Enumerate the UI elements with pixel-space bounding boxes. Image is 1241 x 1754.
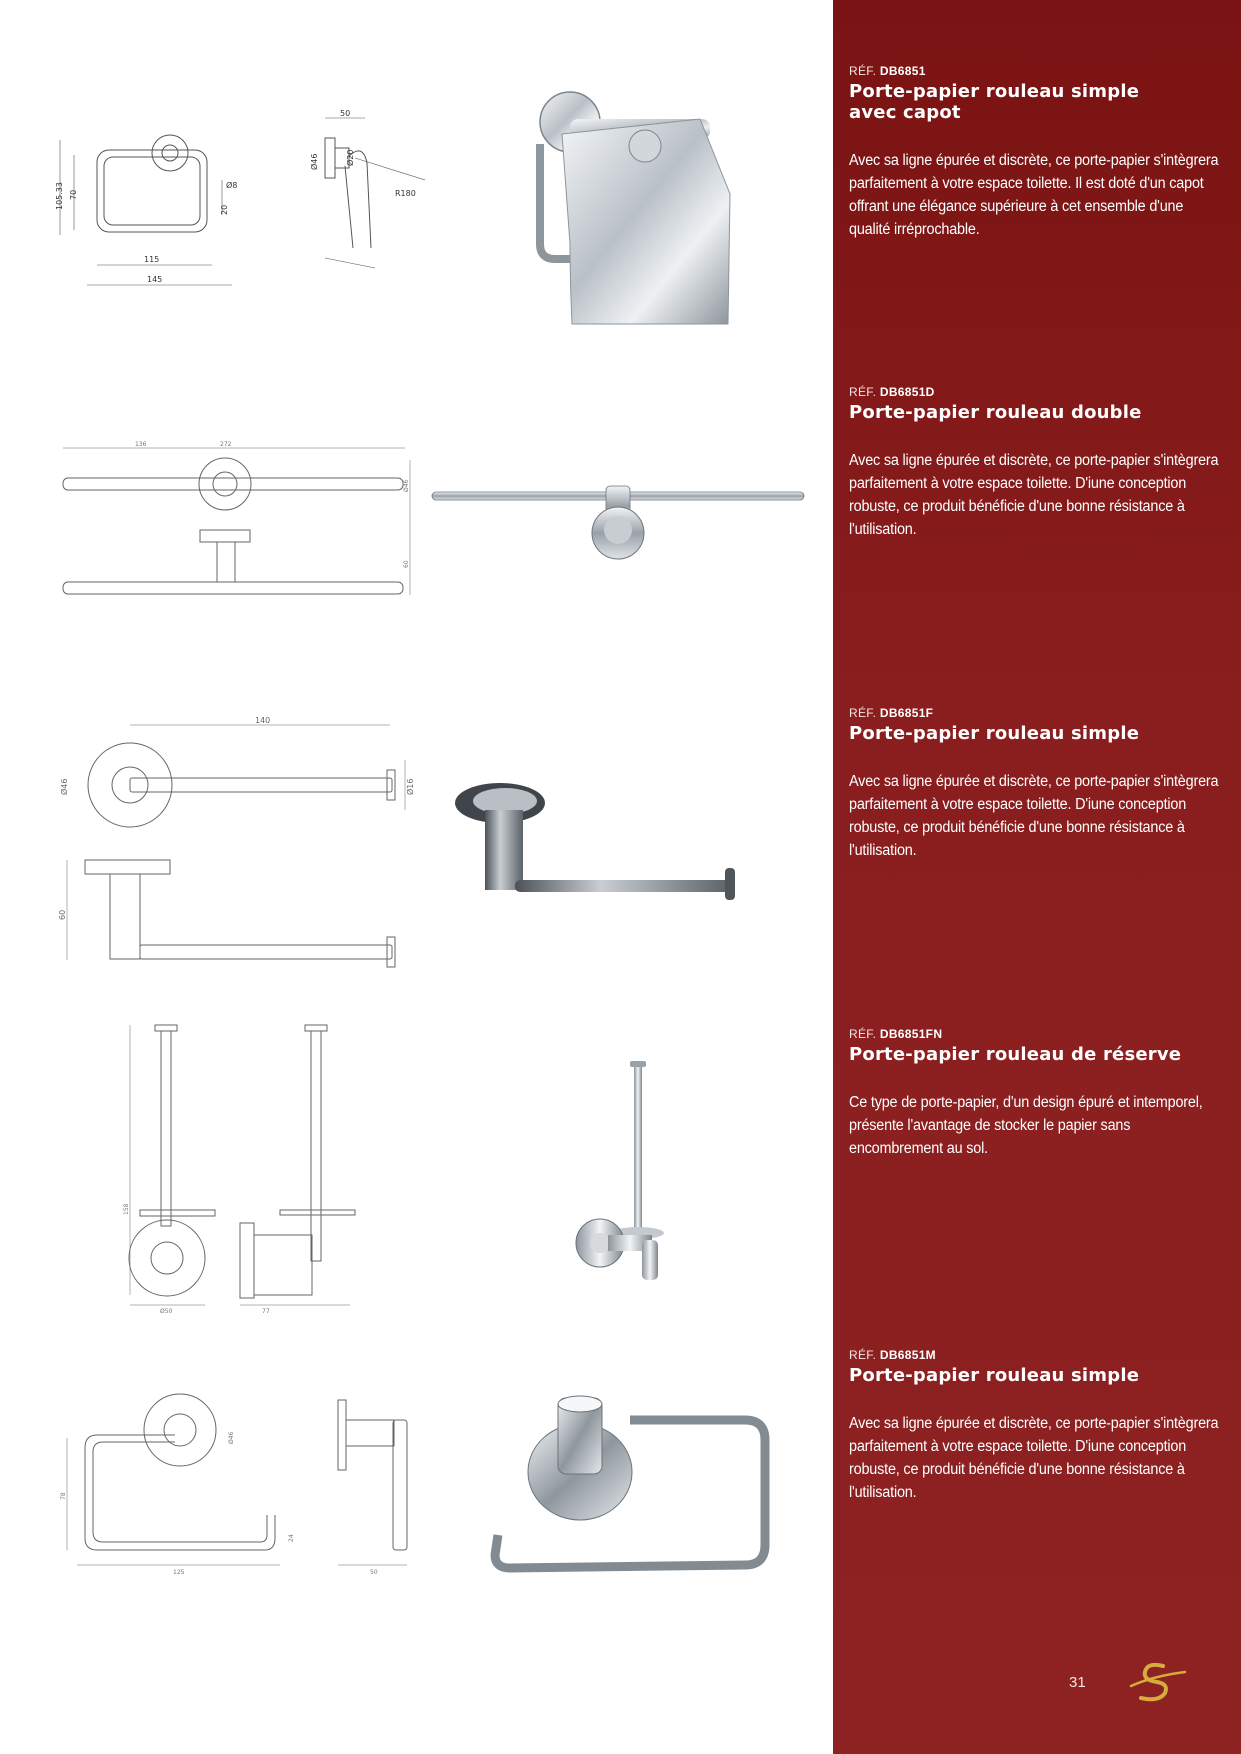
ref-prefix: RÉF. xyxy=(849,1348,877,1362)
product-description: Avec sa ligne épurée et discrète, ce porte-papier s'intègrera parfaitement à votre espace toilette. D'iune conception robuste, ce produit bénéficie d'une bonne résistance à l'utilisation. xyxy=(849,773,1219,859)
dim-label: 70 xyxy=(69,189,78,200)
product-description: Avec sa ligne épurée et discrète, ce porte-papier s'intègrera parfaitement à votre espace toilette. D'iune conception robuste, ce produit bénéficie d'une bonne résistance à l'utilisation. xyxy=(849,1415,1219,1501)
dim-label: 20 xyxy=(220,204,229,215)
dim-label: Ø8 xyxy=(226,181,238,190)
dim-label: Ø50 xyxy=(160,1308,173,1315)
dim-label: 50 xyxy=(370,1569,378,1576)
product-description: Avec sa ligne épurée et discrète, ce porte-papier s'intègrera parfaitement à votre espace toilette. D'iune conception robuste, ce produit bénéficie d'une bonne résistance à l'utilisation. xyxy=(849,452,1219,538)
dim-label: Ø20 xyxy=(346,149,355,166)
tech-drawing-db6851-side xyxy=(305,108,425,278)
dim-label: 272 xyxy=(220,441,232,448)
ref-code: DB6851D xyxy=(879,385,935,399)
product-reference xyxy=(849,385,1221,399)
product-block-db6851 xyxy=(849,64,1221,241)
dim-label: 115 xyxy=(144,255,160,264)
ref-code: DB6851FN xyxy=(879,1027,943,1041)
product-reference xyxy=(849,1348,1221,1362)
tech-drawing-db6851fn xyxy=(110,1015,370,1315)
tech-drawing-db6851-front xyxy=(52,120,262,300)
dim-label: Ø46 xyxy=(403,479,410,492)
drawing-outline xyxy=(97,150,207,232)
ref-code: DB6851 xyxy=(879,64,926,78)
product-block-db6851fn xyxy=(849,1027,1221,1160)
product-reference xyxy=(849,1027,1221,1041)
product-title: Porte-papier rouleau simple xyxy=(849,723,1140,744)
ref-prefix: RÉF. xyxy=(849,1027,877,1041)
dim-label: 140 xyxy=(255,716,271,725)
dim-label: 77 xyxy=(262,1308,270,1315)
ref-code: DB6851F xyxy=(879,706,934,720)
dim-label: Ø46 xyxy=(310,153,319,170)
dim-label: 105.33 xyxy=(55,182,64,210)
dim-label: R180 xyxy=(395,189,416,198)
dim-label: 78 xyxy=(60,1492,67,1500)
product-reference xyxy=(849,64,1221,78)
ref-prefix: RÉF. xyxy=(849,385,877,399)
ref-code: DB6851M xyxy=(879,1348,936,1362)
dim-label: 145 xyxy=(147,275,163,284)
dim-label: Ø46 xyxy=(228,1431,235,1444)
product-photo-db6851f xyxy=(455,775,785,915)
tech-drawing-db6851m xyxy=(55,1390,425,1580)
ref-prefix: RÉF. xyxy=(849,706,877,720)
dim-label: 158 xyxy=(123,1203,130,1215)
product-photo-db6851fn xyxy=(570,1055,680,1295)
product-title: Porte-papier rouleau de réserve xyxy=(849,1044,1182,1065)
dim-label: Ø16 xyxy=(406,778,415,795)
tech-drawing-db6851d xyxy=(55,440,415,610)
dim-label: 125 xyxy=(173,1569,185,1576)
product-title: Porte-papier rouleau simple xyxy=(849,1365,1140,1386)
product-photo-db6851 xyxy=(520,84,740,329)
product-block-db6851d xyxy=(849,385,1221,541)
product-block-db6851m xyxy=(849,1348,1221,1504)
product-description: Ce type de porte-papier, d'un design épuré et intemporel, présente l'avantage de stocker le papier sans encombrement au sol. xyxy=(849,1094,1203,1157)
product-title xyxy=(849,81,1221,123)
dim-label: 136 xyxy=(135,441,147,448)
brand-s-logo-icon xyxy=(1123,1660,1191,1704)
product-description: Avec sa ligne épurée et discrète, ce porte-papier s'intègrera parfaitement à votre espace toilette. Il est doté d'un capot offrant une élégance supérieure à cet ensemble d'une qualité irréprochable. xyxy=(849,152,1219,238)
ref-prefix: RÉF. xyxy=(849,64,877,78)
product-title: Porte-papier rouleau double xyxy=(849,402,1142,423)
dim-label: 50 xyxy=(340,109,351,118)
dim-label: Ø46 xyxy=(60,778,69,795)
product-block-db6851f xyxy=(849,706,1221,862)
dim-label: 24 xyxy=(288,1534,295,1542)
tech-drawing-db6851f xyxy=(55,715,415,975)
product-title-line: Porte-papier rouleau simple xyxy=(849,81,1140,102)
dim-label: 60 xyxy=(58,909,67,920)
product-photo-db6851d xyxy=(430,478,810,568)
product-title-line: avec capot xyxy=(849,102,961,123)
product-photo-db6851m xyxy=(490,1390,780,1590)
page-number: 31 xyxy=(1069,1674,1086,1691)
product-info-panel xyxy=(833,0,1241,1754)
product-reference xyxy=(849,706,1221,720)
dim-label: 60 xyxy=(403,560,410,568)
